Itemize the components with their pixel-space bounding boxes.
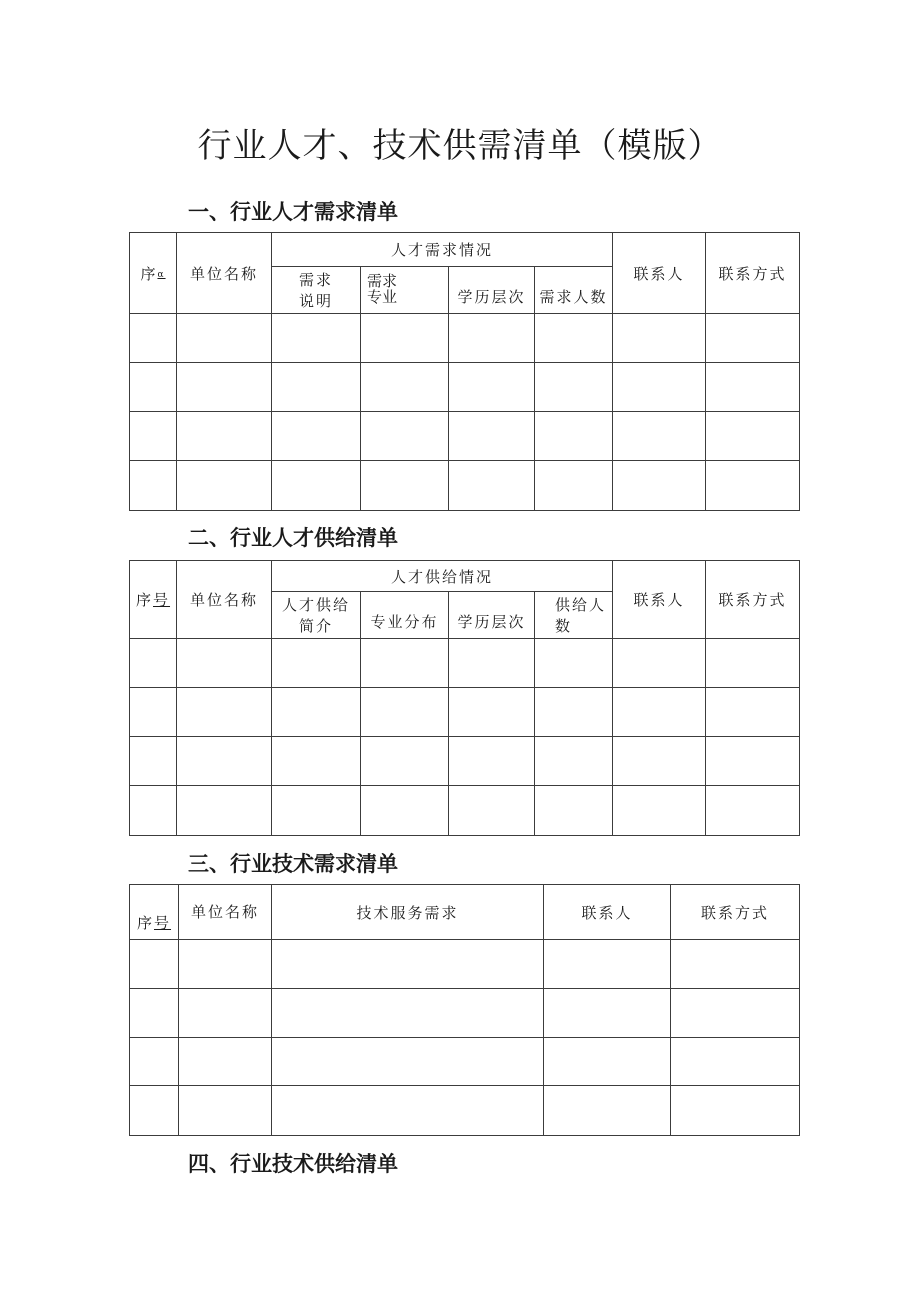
table-row: [130, 737, 800, 786]
header-education-level: 学历层次: [449, 267, 535, 314]
header-supply-count: 供给人 数: [535, 592, 613, 639]
table-row: [130, 461, 800, 511]
header-contact-method: 联系方式: [706, 561, 800, 639]
table-row: [130, 314, 800, 363]
header-unit-name: 单位名称: [177, 561, 272, 639]
header-seq: 序α: [130, 233, 177, 314]
table-row: [130, 363, 800, 412]
header-supply-intro: 人才供给 简介: [272, 592, 361, 639]
table-row: [130, 688, 800, 737]
section-heading-talent-demand: 一、行业人才需求清单: [188, 200, 398, 224]
table-row: [130, 940, 800, 989]
header-tech-service-need: 技术服务需求: [272, 885, 544, 940]
table-row: [130, 786, 800, 836]
header-contact: 联系人: [613, 561, 706, 639]
table-row: [130, 412, 800, 461]
section-heading-talent-supply: 二、行业人才供给清单: [188, 526, 398, 550]
header-contact-method: 联系方式: [706, 233, 800, 314]
table-row: [130, 1038, 800, 1086]
header-unit-name: 单位名称: [179, 885, 272, 940]
header-major-distribution: 专业分布: [361, 592, 449, 639]
talent-demand-table: [129, 232, 800, 511]
table-row: [130, 639, 800, 688]
header-education-level: 学历层次: [449, 592, 535, 639]
header-seq: 序号: [130, 885, 179, 940]
header-seq: 序号: [130, 561, 177, 639]
tech-demand-table: [129, 884, 800, 1136]
header-seq-mark: α: [157, 269, 166, 280]
header-contact-method: 联系方式: [671, 885, 800, 940]
section-heading-tech-supply: 四、行业技术供给清单: [188, 1152, 398, 1176]
header-demand-major: 需求 专业: [361, 267, 449, 314]
header-contact: 联系人: [544, 885, 671, 940]
section-heading-tech-demand: 三、行业技术需求清单: [188, 852, 398, 876]
header-demand-count: 需求人数: [535, 267, 613, 314]
header-demand-desc: 需求 说明: [272, 267, 361, 314]
header-group-talent-demand: 人才需求情况: [272, 233, 613, 267]
page-title: 行业人才、技术供需清单（模版）: [197, 126, 723, 166]
talent-supply-table: [129, 560, 800, 836]
header-contact: 联系人: [613, 233, 706, 314]
table-row: [130, 1086, 800, 1136]
header-group-talent-supply: 人才供给情况: [272, 561, 613, 592]
header-unit-name: 单位名称: [177, 233, 272, 314]
table-row: [130, 989, 800, 1038]
